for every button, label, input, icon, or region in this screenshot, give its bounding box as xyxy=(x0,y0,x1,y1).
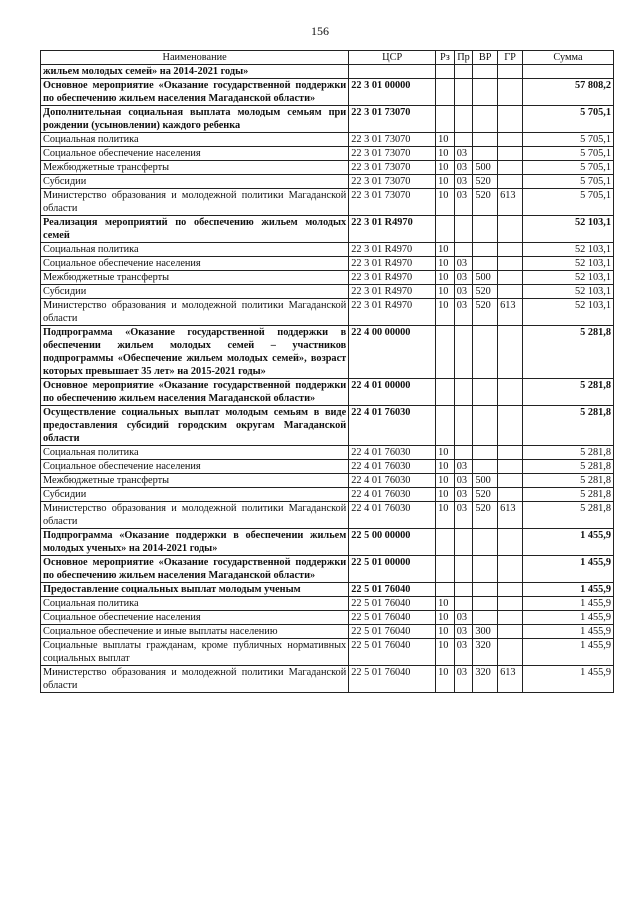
cell-csr: 22 4 01 00000 xyxy=(349,379,436,406)
cell-csr: 22 5 01 00000 xyxy=(349,556,436,583)
cell-vr xyxy=(473,147,498,161)
cell-rz: 10 xyxy=(436,147,455,161)
table-row xyxy=(41,161,614,175)
cell-sum: 1 455,9 xyxy=(522,529,613,556)
cell-name: Основное мероприятие «Оказание государственной поддержки по обеспечению жильем населения Магаданской области» xyxy=(41,379,349,406)
table-row xyxy=(41,257,614,271)
cell-rz xyxy=(436,79,455,106)
page-number: 156 xyxy=(311,24,329,38)
table-row xyxy=(41,502,614,529)
cell-gr xyxy=(498,611,523,625)
cell-csr: 22 5 01 76040 xyxy=(349,597,436,611)
table-row xyxy=(41,639,614,666)
cell-vr xyxy=(473,216,498,243)
cell-rz: 10 xyxy=(436,666,455,693)
cell-rz: 10 xyxy=(436,243,455,257)
cell-sum: 5 281,8 xyxy=(522,474,613,488)
cell-name: Социальное обеспечение населения xyxy=(41,460,349,474)
col-header-csr: ЦСР xyxy=(349,51,436,65)
cell-name: Министерство образования и молодежной политики Магаданской области xyxy=(41,666,349,693)
cell-gr xyxy=(498,529,523,556)
table-row xyxy=(41,106,614,133)
cell-sum: 5 705,1 xyxy=(522,133,613,147)
cell-rz xyxy=(436,379,455,406)
cell-csr: 22 5 01 76040 xyxy=(349,583,436,597)
cell-vr xyxy=(473,460,498,474)
cell-csr: 22 3 01 73070 xyxy=(349,147,436,161)
cell-name: Основное мероприятие «Оказание государственной поддержки по обеспечению жильем населения Магаданской области» xyxy=(41,79,349,106)
cell-sum: 57 808,2 xyxy=(522,79,613,106)
cell-name: Межбюджетные трансферты xyxy=(41,474,349,488)
cell-vr: 520 xyxy=(473,502,498,529)
table-row xyxy=(41,326,614,379)
cell-csr: 22 4 00 00000 xyxy=(349,326,436,379)
cell-sum: 5 705,1 xyxy=(522,175,613,189)
cell-pr xyxy=(454,597,473,611)
cell-csr: 22 5 01 76040 xyxy=(349,611,436,625)
cell-name: Социальное обеспечение населения xyxy=(41,147,349,161)
cell-vr: 320 xyxy=(473,666,498,693)
table-row xyxy=(41,460,614,474)
cell-sum: 52 103,1 xyxy=(522,299,613,326)
cell-csr: 22 3 01 00000 xyxy=(349,79,436,106)
cell-vr: 520 xyxy=(473,189,498,216)
cell-gr: 613 xyxy=(498,299,523,326)
cell-vr xyxy=(473,379,498,406)
cell-rz: 10 xyxy=(436,597,455,611)
cell-sum: 52 103,1 xyxy=(522,285,613,299)
cell-csr: 22 3 01 R4970 xyxy=(349,271,436,285)
cell-vr xyxy=(473,326,498,379)
cell-vr: 520 xyxy=(473,175,498,189)
cell-pr: 03 xyxy=(454,189,473,216)
cell-gr: 613 xyxy=(498,189,523,216)
cell-vr: 500 xyxy=(473,161,498,175)
cell-pr xyxy=(454,379,473,406)
cell-pr: 03 xyxy=(454,285,473,299)
cell-csr: 22 4 01 76030 xyxy=(349,406,436,446)
cell-rz: 10 xyxy=(436,625,455,639)
table-row xyxy=(41,611,614,625)
cell-csr: 22 3 01 73070 xyxy=(349,189,436,216)
cell-gr xyxy=(498,133,523,147)
cell-name: Межбюджетные трансферты xyxy=(41,161,349,175)
cell-vr: 520 xyxy=(473,285,498,299)
table-row xyxy=(41,299,614,326)
cell-csr: 22 4 01 76030 xyxy=(349,460,436,474)
table-row xyxy=(41,379,614,406)
cell-name: Социальное обеспечение населения xyxy=(41,257,349,271)
cell-rz xyxy=(436,106,455,133)
cell-pr: 03 xyxy=(454,175,473,189)
cell-rz xyxy=(436,406,455,446)
cell-sum: 1 455,9 xyxy=(522,666,613,693)
cell-sum: 5 281,8 xyxy=(522,460,613,474)
cell-gr xyxy=(498,285,523,299)
cell-csr: 22 4 01 76030 xyxy=(349,502,436,529)
cell-csr: 22 4 01 76030 xyxy=(349,446,436,460)
cell-rz: 10 xyxy=(436,446,455,460)
cell-rz: 10 xyxy=(436,271,455,285)
cell-sum: 1 455,9 xyxy=(522,597,613,611)
cell-pr: 03 xyxy=(454,474,473,488)
col-header-rz: Рз xyxy=(436,51,455,65)
table-body xyxy=(41,65,614,693)
cell-gr xyxy=(498,257,523,271)
table-row xyxy=(41,597,614,611)
cell-name: Субсидии xyxy=(41,175,349,189)
cell-csr: 22 5 00 00000 xyxy=(349,529,436,556)
cell-pr xyxy=(454,556,473,583)
cell-gr xyxy=(498,488,523,502)
table-row xyxy=(41,285,614,299)
cell-sum: 1 455,9 xyxy=(522,583,613,597)
cell-name: Реализация мероприятий по обеспечению жильем молодых семей xyxy=(41,216,349,243)
header-row xyxy=(41,51,614,65)
cell-pr: 03 xyxy=(454,460,473,474)
table-row xyxy=(41,666,614,693)
cell-name: Дополнительная социальная выплата молодым семьям при рождении (усыновлении) каждого ребенка xyxy=(41,106,349,133)
cell-csr: 22 3 01 R4970 xyxy=(349,299,436,326)
cell-rz: 10 xyxy=(436,161,455,175)
cell-sum: 5 281,8 xyxy=(522,446,613,460)
cell-gr xyxy=(498,406,523,446)
cell-name: Осуществление социальных выплат молодым семьям в виде предоставления субсидий городским округам Магаданской области xyxy=(41,406,349,446)
cell-csr: 22 3 01 R4970 xyxy=(349,285,436,299)
cell-sum: 52 103,1 xyxy=(522,243,613,257)
cell-sum: 5 281,8 xyxy=(522,379,613,406)
cell-sum xyxy=(522,65,613,79)
cell-vr: 320 xyxy=(473,639,498,666)
cell-name: Предоставление социальных выплат молодым ученым xyxy=(41,583,349,597)
cell-rz: 10 xyxy=(436,257,455,271)
cell-csr: 22 4 01 76030 xyxy=(349,474,436,488)
cell-sum: 5 281,8 xyxy=(522,502,613,529)
cell-pr xyxy=(454,446,473,460)
cell-sum: 52 103,1 xyxy=(522,257,613,271)
cell-pr: 03 xyxy=(454,611,473,625)
cell-vr xyxy=(473,611,498,625)
cell-csr: 22 3 01 R4970 xyxy=(349,216,436,243)
cell-pr: 03 xyxy=(454,147,473,161)
cell-name: Министерство образования и молодежной политики Магаданской области xyxy=(41,502,349,529)
cell-vr: 500 xyxy=(473,271,498,285)
cell-sum: 5 281,8 xyxy=(522,488,613,502)
cell-rz xyxy=(436,326,455,379)
cell-name: Социальная политика xyxy=(41,597,349,611)
cell-gr xyxy=(498,474,523,488)
table-row xyxy=(41,406,614,446)
cell-gr xyxy=(498,446,523,460)
cell-vr: 520 xyxy=(473,488,498,502)
cell-rz: 10 xyxy=(436,299,455,326)
cell-vr xyxy=(473,257,498,271)
cell-pr: 03 xyxy=(454,299,473,326)
cell-name: Субсидии xyxy=(41,285,349,299)
cell-pr: 03 xyxy=(454,666,473,693)
cell-csr: 22 3 01 73070 xyxy=(349,106,436,133)
cell-gr xyxy=(498,583,523,597)
cell-rz: 10 xyxy=(436,502,455,529)
table-row xyxy=(41,583,614,597)
cell-gr xyxy=(498,556,523,583)
cell-gr: 613 xyxy=(498,502,523,529)
cell-gr xyxy=(498,106,523,133)
table-row xyxy=(41,147,614,161)
cell-vr xyxy=(473,133,498,147)
cell-csr: 22 5 01 76040 xyxy=(349,639,436,666)
cell-pr xyxy=(454,106,473,133)
cell-rz: 10 xyxy=(436,285,455,299)
col-header-vr: ВР xyxy=(473,51,498,65)
cell-pr xyxy=(454,133,473,147)
cell-name: Социальные выплаты гражданам, кроме публичных нормативных социальных выплат xyxy=(41,639,349,666)
cell-pr: 03 xyxy=(454,271,473,285)
cell-pr xyxy=(454,326,473,379)
cell-sum: 5 705,1 xyxy=(522,106,613,133)
cell-vr xyxy=(473,529,498,556)
cell-rz: 10 xyxy=(436,175,455,189)
table-row xyxy=(41,556,614,583)
cell-csr: 22 5 01 76040 xyxy=(349,666,436,693)
table-row xyxy=(41,488,614,502)
cell-pr: 03 xyxy=(454,257,473,271)
cell-gr xyxy=(498,639,523,666)
cell-rz: 10 xyxy=(436,474,455,488)
cell-sum: 5 705,1 xyxy=(522,147,613,161)
cell-gr xyxy=(498,460,523,474)
cell-vr xyxy=(473,556,498,583)
cell-name: Социальная политика xyxy=(41,446,349,460)
cell-rz: 10 xyxy=(436,639,455,666)
cell-pr xyxy=(454,216,473,243)
cell-sum: 1 455,9 xyxy=(522,611,613,625)
cell-name: Социальная политика xyxy=(41,243,349,257)
cell-gr: 613 xyxy=(498,666,523,693)
table-row xyxy=(41,474,614,488)
cell-pr xyxy=(454,65,473,79)
cell-vr: 500 xyxy=(473,474,498,488)
cell-name: Социальное обеспечение населения xyxy=(41,611,349,625)
cell-rz: 10 xyxy=(436,488,455,502)
cell-rz: 10 xyxy=(436,189,455,216)
cell-sum: 5 281,8 xyxy=(522,326,613,379)
cell-gr xyxy=(498,243,523,257)
cell-vr xyxy=(473,446,498,460)
cell-vr xyxy=(473,583,498,597)
cell-sum: 1 455,9 xyxy=(522,625,613,639)
cell-name: Субсидии xyxy=(41,488,349,502)
cell-csr: 22 3 01 R4970 xyxy=(349,257,436,271)
cell-rz: 10 xyxy=(436,133,455,147)
cell-vr xyxy=(473,243,498,257)
cell-sum: 1 455,9 xyxy=(522,639,613,666)
table-row xyxy=(41,529,614,556)
cell-sum: 52 103,1 xyxy=(522,216,613,243)
col-header-gr: ГР xyxy=(498,51,523,65)
cell-csr: 22 4 01 76030 xyxy=(349,488,436,502)
cell-rz xyxy=(436,216,455,243)
cell-pr xyxy=(454,583,473,597)
cell-name: Межбюджетные трансферты xyxy=(41,271,349,285)
table-row xyxy=(41,625,614,639)
cell-vr xyxy=(473,65,498,79)
cell-pr xyxy=(454,243,473,257)
cell-gr xyxy=(498,271,523,285)
table-row xyxy=(41,133,614,147)
cell-gr xyxy=(498,147,523,161)
table-row xyxy=(41,189,614,216)
table-row xyxy=(41,446,614,460)
cell-csr xyxy=(349,65,436,79)
cell-rz xyxy=(436,529,455,556)
table-row xyxy=(41,271,614,285)
cell-sum: 5 705,1 xyxy=(522,161,613,175)
cell-name: жильем молодых семей» на 2014-2021 годы» xyxy=(41,65,349,79)
cell-pr: 03 xyxy=(454,161,473,175)
cell-pr: 03 xyxy=(454,502,473,529)
col-header-name: Наименование xyxy=(41,51,349,65)
cell-gr xyxy=(498,625,523,639)
cell-rz xyxy=(436,556,455,583)
cell-vr xyxy=(473,79,498,106)
cell-name: Министерство образования и молодежной политики Магаданской области xyxy=(41,189,349,216)
cell-gr xyxy=(498,216,523,243)
cell-vr: 300 xyxy=(473,625,498,639)
cell-csr: 22 5 01 76040 xyxy=(349,625,436,639)
cell-rz: 10 xyxy=(436,611,455,625)
cell-name: Подпрограмма «Оказание государственной поддержки в обеспечении жильем молодых семей – участников подпрограммы «Обеспечение жильем молодых семей», возраст которых превышает 35 лет» на 2015-2021 годы» xyxy=(41,326,349,379)
table-row xyxy=(41,79,614,106)
cell-gr xyxy=(498,65,523,79)
cell-pr: 03 xyxy=(454,488,473,502)
cell-name: Министерство образования и молодежной политики Магаданской области xyxy=(41,299,349,326)
cell-sum: 52 103,1 xyxy=(522,271,613,285)
cell-name: Социальная политика xyxy=(41,133,349,147)
cell-vr xyxy=(473,406,498,446)
table-row xyxy=(41,65,614,79)
cell-pr: 03 xyxy=(454,625,473,639)
cell-gr xyxy=(498,79,523,106)
cell-gr xyxy=(498,175,523,189)
cell-vr xyxy=(473,106,498,133)
table-row xyxy=(41,243,614,257)
cell-sum: 5 281,8 xyxy=(522,406,613,446)
cell-csr: 22 3 01 73070 xyxy=(349,133,436,147)
col-header-sum: Сумма xyxy=(522,51,613,65)
col-header-pr: Пр xyxy=(454,51,473,65)
cell-pr: 03 xyxy=(454,639,473,666)
cell-name: Подпрограмма «Оказание поддержки в обеспечении жильем молодых ученых» на 2014-2021 годы» xyxy=(41,529,349,556)
cell-csr: 22 3 01 73070 xyxy=(349,175,436,189)
cell-name: Основное мероприятие «Оказание государственной поддержки по обеспечению жильем населения Магаданской области» xyxy=(41,556,349,583)
cell-vr: 520 xyxy=(473,299,498,326)
cell-gr xyxy=(498,326,523,379)
cell-sum: 5 705,1 xyxy=(522,189,613,216)
cell-gr xyxy=(498,379,523,406)
cell-pr xyxy=(454,79,473,106)
cell-sum: 1 455,9 xyxy=(522,556,613,583)
cell-rz: 10 xyxy=(436,460,455,474)
cell-name: Социальное обеспечение и иные выплаты населению xyxy=(41,625,349,639)
budget-table xyxy=(40,50,614,693)
cell-gr xyxy=(498,161,523,175)
cell-vr xyxy=(473,597,498,611)
table-row xyxy=(41,216,614,243)
cell-gr xyxy=(498,597,523,611)
cell-rz xyxy=(436,583,455,597)
cell-csr: 22 3 01 73070 xyxy=(349,161,436,175)
cell-rz xyxy=(436,65,455,79)
table-row xyxy=(41,175,614,189)
cell-csr: 22 3 01 R4970 xyxy=(349,243,436,257)
cell-pr xyxy=(454,406,473,446)
cell-pr xyxy=(454,529,473,556)
